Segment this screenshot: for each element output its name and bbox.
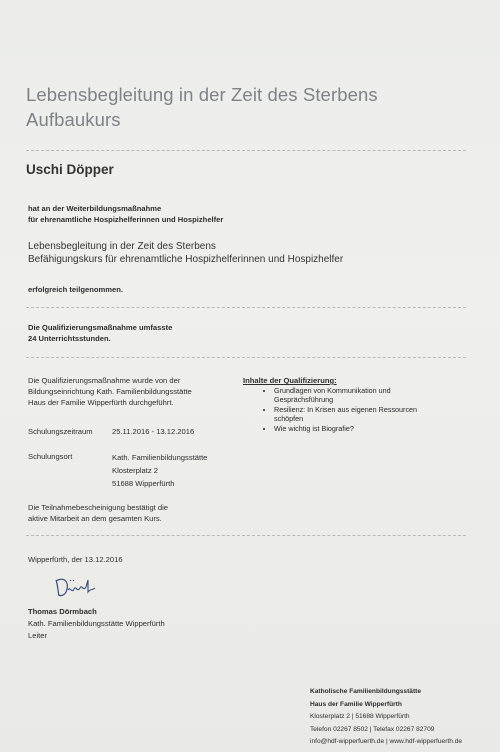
confirmation-text [28, 502, 168, 524]
divider [26, 150, 466, 151]
footer-org-line-1: Katholische Familienbildungsstätte [310, 688, 422, 695]
divider [26, 307, 466, 308]
scope-line-2: 24 Unterrichtsstunden. [28, 334, 111, 343]
scope-text [28, 322, 172, 344]
contents-list-wrapper [262, 386, 422, 434]
signer-role: Leiter [28, 631, 47, 640]
scope-line-1: Die Qualifizierungsmaßnahme umfasste [28, 323, 173, 332]
footer-phone-fax: Telefon 02267 8502 | Telefax 02267 82709 [310, 725, 435, 733]
location-label: Schulungsort [28, 452, 73, 461]
course-name [28, 240, 343, 266]
intro-text [28, 203, 223, 225]
contents-heading: Inhalte der Qualifizierung: [243, 376, 337, 385]
footer-contact [310, 686, 462, 749]
footer-org-line-2: Haus der Familie Wipperfürth [310, 700, 402, 708]
document-title-line-2: Aufbaukurs [26, 109, 121, 130]
location-line-2: Klosterplatz 2 [112, 466, 159, 475]
conducted-line-1: Die Qualifizierungsmaßnahme wurde von der [28, 376, 181, 385]
confirmation-line-2: aktive Mitarbeit an dem gesamten Kurs. [28, 514, 162, 523]
course-line-1: Lebensbegleitung in der Zeit des Sterbens [28, 241, 216, 252]
confirmation-line-1: Die Teilnahmebescheinigung bestätigt die [28, 503, 169, 512]
footer-address: Klosterplatz 2 | 51688 Wipperfürth [310, 713, 410, 720]
document-title-line-1: Lebensbegleitung in der Zeit des Sterbens [26, 84, 378, 105]
handwritten-signature-icon [50, 572, 110, 602]
divider [26, 357, 466, 358]
conducted-line-2: Bildungseinrichtung Kath. Familienbildungsstätte [28, 387, 192, 396]
location-value [112, 451, 207, 490]
signer-name: Thomas Dörmbach [28, 607, 97, 616]
list-item: • Resilienz: In Krisen aus eigenen Ressourcen schöpfen [274, 405, 422, 423]
signer-organization: Kath. Familienbildungsstätte Wipperfürth [28, 619, 165, 628]
place-date: Wipperfürth, der 13.12.2016 [28, 555, 123, 564]
location-line-1: Kath. Familienbildungsstätte [112, 453, 208, 462]
conducted-text [28, 375, 192, 408]
footer-email-web: info@hdf-wipperfuerth.de | www.hdf-wipperfuerth.de [310, 738, 463, 745]
conducted-line-3: Haus der Familie Wipperfürth durchgeführt. [28, 398, 174, 407]
participant-name: Uschi Döpper [26, 162, 114, 177]
period-label: Schulungszeitraum [28, 427, 93, 436]
list-item: • Grundlagen von Kommunikation und Gesprächsführung [274, 386, 422, 404]
list-item: • Wie wichtig ist Biografie? [274, 424, 422, 433]
course-line-2: Befähigungskurs für ehrenamtliche Hospizhelferinnen und Hospizhelfer [28, 254, 344, 265]
contents-list [262, 386, 422, 433]
intro-line-2: für ehrenamtliche Hospizhelferinnen und Hospizhelfer [28, 215, 224, 224]
location-line-3: 51688 Wipperfürth [112, 479, 175, 488]
divider [26, 535, 466, 536]
intro-line-1: hat an der Weiterbildungsmaßnahme [28, 204, 162, 213]
success-text: erfolgreich teilgenommen. [28, 285, 123, 294]
period-value: 25.11.2016 - 13.12.2016 [112, 427, 195, 436]
